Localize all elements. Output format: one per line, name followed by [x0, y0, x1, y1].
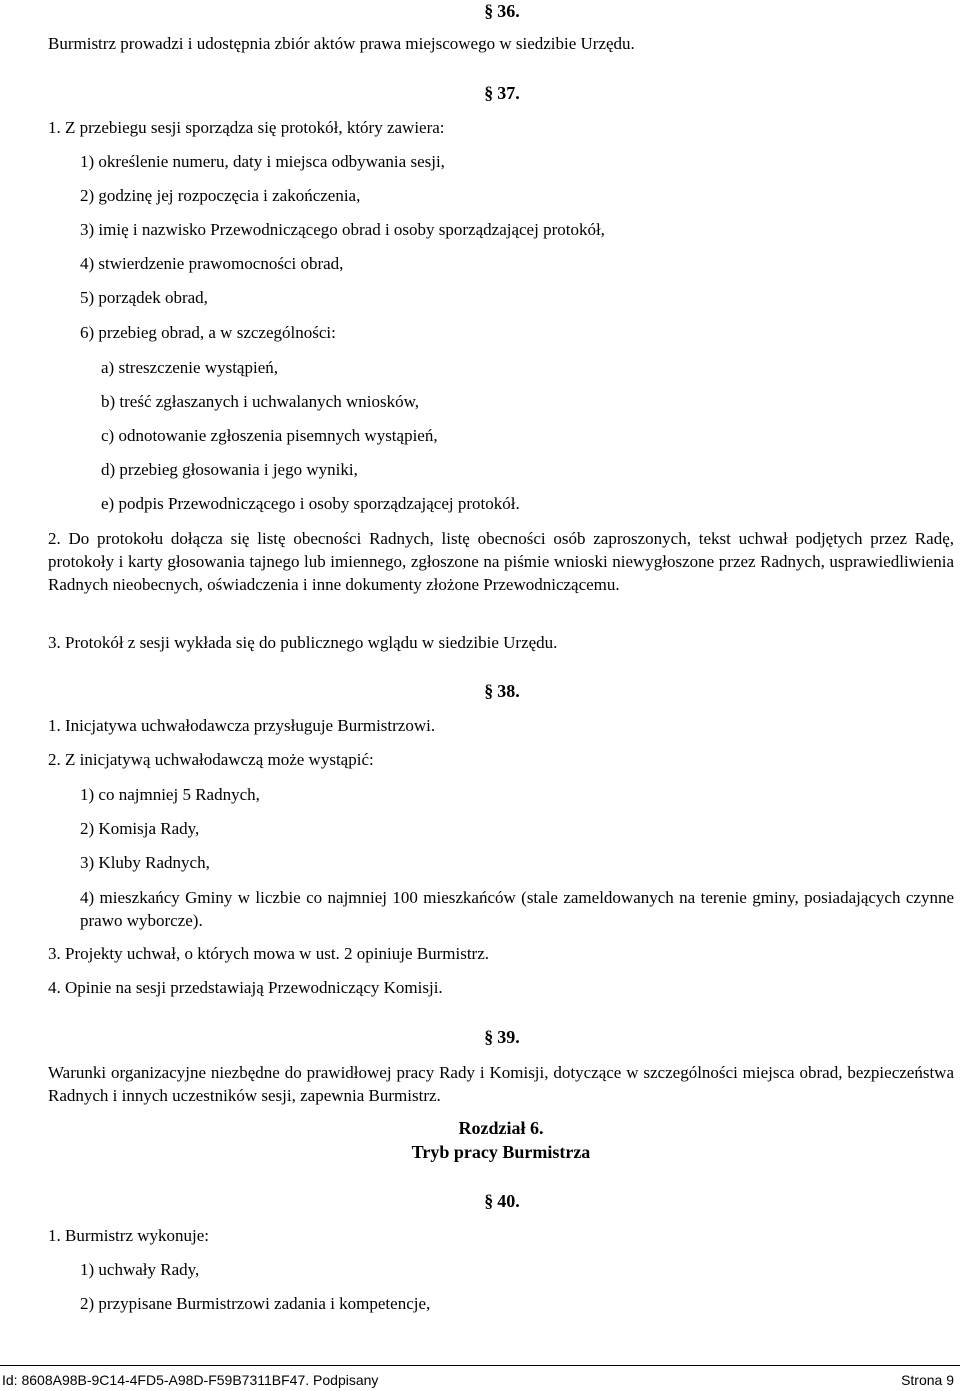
- sub-list-item: c) odnotowanie zgłoszenia pisemnych wystąpień,: [101, 426, 438, 445]
- list-item: 1) co najmniej 5 Radnych,: [80, 785, 260, 804]
- list-item: 6) przebieg obrad, a w szczególności:: [80, 323, 336, 342]
- paragraph-2: 2. Do protokołu dołącza się listę obecności Radnych, listę obecności osób zaproszonych, tekst uchwał podjętych przez Radę, protokoły i karty głosowania tajnego lub imiennego, zgłoszone na piśmie wnioski niewygłoszone przez Radnych, usprawiedliwienia Radnych nieobecnych, oświadczenia i inne dokumenty złożone Przewodniczącemu.: [48, 529, 954, 594]
- paragraph-1: 1. Inicjatywa uchwałodawcza przysługuje Burmistrzowi.: [48, 716, 436, 735]
- section-38-heading: § 38.: [484, 681, 520, 701]
- list-item: 1) uchwały Rady,: [80, 1260, 200, 1279]
- list-item: 4) stwierdzenie prawomocności obrad,: [80, 254, 344, 273]
- document-id: Id: 8608A98B-9C14-4FD5-A98D-F59B7311BF47. Podpisany: [2, 1372, 379, 1388]
- page-number: Strona 9: [901, 1372, 954, 1388]
- list-item: 2) przypisane Burmistrzowi zadania i kompetencje,: [80, 1294, 431, 1313]
- paragraph-3: 3. Protokół z sesji wykłada się do publicznego wglądu w siedzibie Urzędu.: [48, 633, 558, 652]
- section-number: 40.: [497, 1191, 520, 1211]
- list-item: 4) mieszkańcy Gminy w liczbie co najmniej 100 mieszkańców (stale zameldowanych na terenie gminy, posiadających czynne prawo wyborcze).: [80, 888, 954, 930]
- section-37-heading: § 37.: [484, 83, 520, 103]
- sub-list-item: b) treść zgłaszanych i uchwalanych wniosków,: [101, 392, 420, 411]
- paragraph-3: 3. Projekty uchwał, o których mowa w ust. 2 opiniuje Burmistrz.: [48, 944, 489, 963]
- sub-list-item: e) podpis Przewodniczącego i osoby sporządzającej protokół.: [101, 494, 520, 513]
- list-item: 2) godzinę jej rozpoczęcia i zakończenia,: [80, 186, 361, 205]
- section-40-heading: § 40.: [484, 1191, 520, 1211]
- list-item: 1) określenie numeru, daty i miejsca odbywania sesji,: [80, 152, 445, 171]
- list-item: 3) imię i nazwisko Przewodniczącego obrad i osoby sporządzającej protokół,: [80, 220, 605, 239]
- list-item: 5) porządek obrad,: [80, 288, 208, 307]
- section-number: 36.: [497, 1, 520, 21]
- section-number: 37.: [497, 83, 520, 103]
- section-39-heading: § 39.: [484, 1027, 520, 1047]
- paragraph-4: 4. Opinie na sesji przedstawiają Przewodniczący Komisji.: [48, 978, 443, 997]
- sub-list-item: a) streszczenie wystąpień,: [101, 358, 278, 377]
- section-36-text: Burmistrz prowadzi i udostępnia zbiór aktów prawa miejscowego w siedzibie Urzędu.: [48, 34, 635, 53]
- section-number: 39.: [497, 1027, 520, 1047]
- paragraph-1: 1. Z przebiegu sesji sporządza się protokół, który zawiera:: [48, 118, 445, 137]
- paragraph-1: 1. Burmistrz wykonuje:: [48, 1226, 210, 1245]
- chapter-subtitle: Tryb pracy Burmistrza: [411, 1142, 591, 1162]
- list-item: 3) Kluby Radnych,: [80, 853, 210, 872]
- section-number: 38.: [497, 681, 520, 701]
- section-36-heading: § 36.: [484, 1, 520, 21]
- paragraph-2: 2. Z inicjatywą uchwałodawczą może wystąpić:: [48, 750, 374, 769]
- section-39-text: Warunki organizacyjne niezbędne do prawidłowej pracy Rady i Komisji, dotyczące w szczególności miejsca obrad, bezpieczeństwa Radnych i innych uczestników sesji, zapewnia Burmistrz.: [48, 1063, 954, 1105]
- list-item: 2) Komisja Rady,: [80, 819, 200, 838]
- chapter-title: Rozdział 6.: [458, 1118, 544, 1138]
- sub-list-item: d) przebieg głosowania i jego wyniki,: [101, 460, 358, 479]
- footer-divider: [0, 1365, 960, 1366]
